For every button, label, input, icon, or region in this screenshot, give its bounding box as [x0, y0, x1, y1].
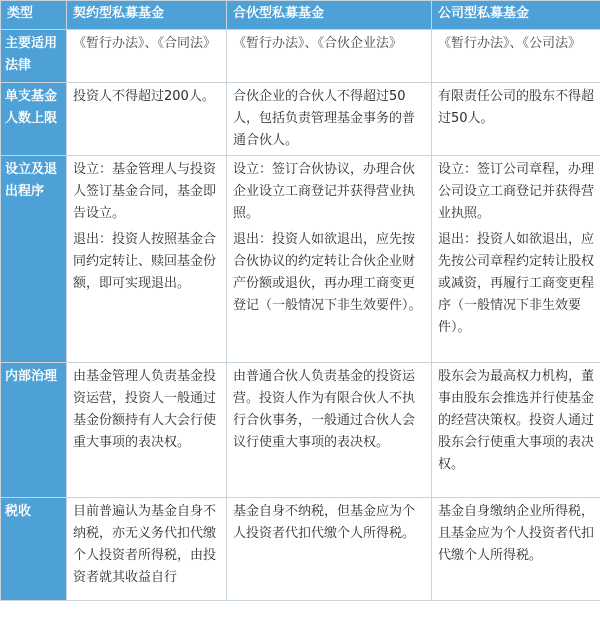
partnership-setup-text: 设立：签订合伙协议，办理合伙企业设立工商登记并获得营业执照。	[233, 162, 416, 221]
row-label-setup-exit: 设立及退出程序	[1, 156, 67, 363]
table-row	[1, 498, 600, 601]
header-contract-fund: 契约型私募基金	[67, 1, 227, 30]
cell-partnership-governance: 由普通合伙人负责基金的投资运营。投资人作为有限合伙人不执行合伙事务，一般通过合伙人会议行使重大事项的表决权。	[227, 363, 432, 498]
contract-exit-text: 退出：投资人按照基金合同约定转让、赎回基金份额，即可实现退出。	[73, 232, 217, 291]
cell-corporate-limit: 有限责任公司的股东不得超过50人。	[432, 83, 600, 156]
cell-contract-setup-exit	[67, 156, 227, 363]
row-label-applicable-law: 主要适用法律	[1, 30, 67, 83]
cell-contract-limit: 投资人不得超过200人。	[67, 83, 227, 156]
contract-setup-text: 设立：基金管理人与投资人签订基金合同，基金即告设立。	[73, 162, 217, 221]
cell-corporate-law: 《暂行办法》、《公司法》	[432, 30, 600, 83]
header-type: 类型	[1, 1, 67, 30]
table-row	[1, 83, 600, 156]
header-corporate-fund: 公司型私募基金	[432, 1, 600, 30]
row-label-tax: 税收	[1, 498, 67, 601]
table-row	[1, 363, 600, 498]
cell-partnership-limit: 合伙企业的合伙人不得超过50人，包括负责管理基金事务的普通合伙人。	[227, 83, 432, 156]
cell-contract-law: 《暂行办法》、《合同法》	[67, 30, 227, 83]
corporate-setup-text: 设立：签订公司章程，办理公司设立工商登记并获得营业执照。	[438, 162, 595, 221]
row-label-investor-limit: 单支基金人数上限	[1, 83, 67, 156]
cell-partnership-law: 《暂行办法》、《合伙企业法》	[227, 30, 432, 83]
header-row	[1, 1, 600, 30]
table-row	[1, 30, 600, 83]
row-label-governance: 内部治理	[1, 363, 67, 498]
cell-corporate-setup-exit	[432, 156, 600, 363]
corporate-exit-text: 退出：投资人如欲退出，应先按公司章程约定转让股权或减资，再履行工商变更程序（一般情况下非生效要件）。	[438, 232, 595, 335]
partnership-exit-text: 退出：投资人如欲退出，应先按合伙协议的约定转让合伙企业财产份额或退伙，再办理工商变更登记（一般情况下非生效要件）。	[233, 232, 422, 313]
cell-contract-governance: 由基金管理人负责基金投资运营，投资人一般通过基金份额持有人大会行使重大事项的表决权。	[67, 363, 227, 498]
header-partnership-fund: 合伙型私募基金	[227, 1, 432, 30]
table-row	[1, 156, 600, 363]
cell-corporate-governance: 股东会为最高权力机构，董事由股东会推选并行使基金的经营决策权。投资人通过股东会行使重大事项的表决权。	[432, 363, 600, 498]
cell-contract-tax: 目前普遍认为基金自身不纳税，亦无义务代扣代缴个人投资者所得税，由投资者就其收益自行	[67, 498, 227, 601]
cell-partnership-tax: 基金自身不纳税，但基金应为个人投资者代扣代缴个人所得税。	[227, 498, 432, 601]
cell-corporate-tax: 基金自身缴纳企业所得税，且基金应为个人投资者代扣代缴个人所得税。	[432, 498, 600, 601]
cell-partnership-setup-exit	[227, 156, 432, 363]
